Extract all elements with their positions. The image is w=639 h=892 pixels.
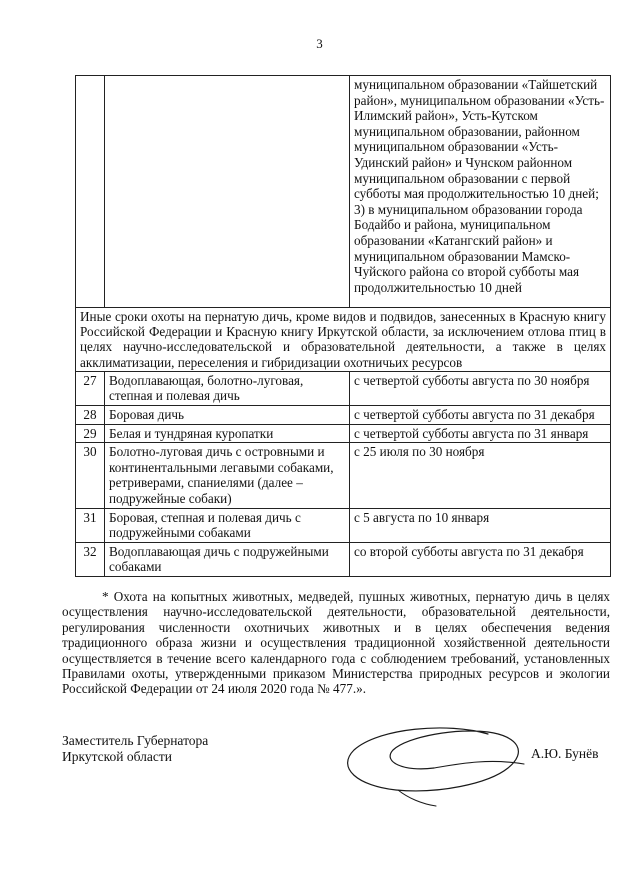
- period-cell: с четвертой субботы августа по 31 декабря: [350, 406, 611, 425]
- period-cell: с четвертой субботы августа по 31 января: [350, 424, 611, 443]
- signatory-title-line1: Заместитель Губернатора: [62, 733, 209, 748]
- row-number: 28: [76, 406, 105, 425]
- section-header-row: [76, 308, 611, 372]
- empty-cell: [76, 76, 105, 308]
- row-number: 27: [76, 371, 105, 405]
- table-row: [76, 542, 611, 576]
- row-number: 32: [76, 542, 105, 576]
- footnote: * Охота на копытных животных, медведей, пушных животных, пернатую дичь в целях осуществления научно-исследовательской деятельности, образовательной деятельности, регулирования численности охотничьих животных и в целях обеспечения ведения традиционного образа жизни и осуществления традиционной хозяйственной деятельности осуществляется в течение всего календарного года с соблюдением требований, установленных Правилами охоты, утвержденными приказом Министерства природных ресурсов и экологии Российской Федерации от 24 июля 2020 года № 477.».: [62, 589, 610, 697]
- handwritten-signature: [338, 720, 533, 810]
- table-row: [76, 406, 611, 425]
- species-cell: Боровая дичь: [105, 406, 350, 425]
- period-cell: со второй субботы августа по 31 декабря: [350, 542, 611, 576]
- period-cell: с четвертой субботы августа по 30 ноября: [350, 371, 611, 405]
- signatory-title: [62, 733, 208, 764]
- row-number: 30: [76, 443, 105, 508]
- table-row-continuation: [76, 76, 611, 308]
- period-cell: с 25 июля по 30 ноября: [350, 443, 611, 508]
- row-number: 29: [76, 424, 105, 443]
- signatory-title-line2: Иркутской области: [62, 748, 173, 764]
- species-cell: Водоплавающая дичь с подружейными собаками: [105, 542, 350, 576]
- page-number: 3: [316, 36, 323, 51]
- section-header: Иные сроки охоты на пернатую дичь, кроме видов и подвидов, занесенных в Красную книгу Российской Федерации и Красную книгу Иркутской области, за исключением отлова птиц в целях научно-исследовательской и образовательной деятельности, а также в целях акклиматизации, переселения и гибридизации охотничьих ресурсов: [76, 308, 611, 372]
- table-row: [76, 371, 611, 405]
- signatory-name: А.Ю. Бунёв: [531, 746, 599, 761]
- continuation-cell: муниципальном образовании «Тайшетский район», муниципальном образовании «Усть-Илимский район», Усть-Кутском муниципальном образовании, районном муниципальном образовании «Усть-Удинский район» и Чунском районном муниципальном образовании с первой субботы мая продолжительностью 10 дней; 3) в муниципальном образовании города Бодайбо и района, муниципальном образовании «Катангский район» и муниципальном образовании Мамско-Чуйского района со второй субботы мая продолжительностью 10 дней: [350, 76, 611, 308]
- row-number: 31: [76, 508, 105, 542]
- table-row: [76, 443, 611, 508]
- table-row: [76, 424, 611, 443]
- species-cell: Болотно-луговая дичь с островными и континентальными легавыми собаками, ретриверами, спаниелями (далее – подружейные собаки): [105, 443, 350, 508]
- hunting-periods-table: [75, 75, 611, 577]
- empty-cell: [105, 76, 350, 308]
- species-cell: Белая и тундряная куропатки: [105, 424, 350, 443]
- species-cell: Водоплавающая, болотно-луговая, степная и полевая дичь: [105, 371, 350, 405]
- table-row: [76, 508, 611, 542]
- period-cell: с 5 августа по 10 января: [350, 508, 611, 542]
- species-cell: Боровая, степная и полевая дичь с подружейными собаками: [105, 508, 350, 542]
